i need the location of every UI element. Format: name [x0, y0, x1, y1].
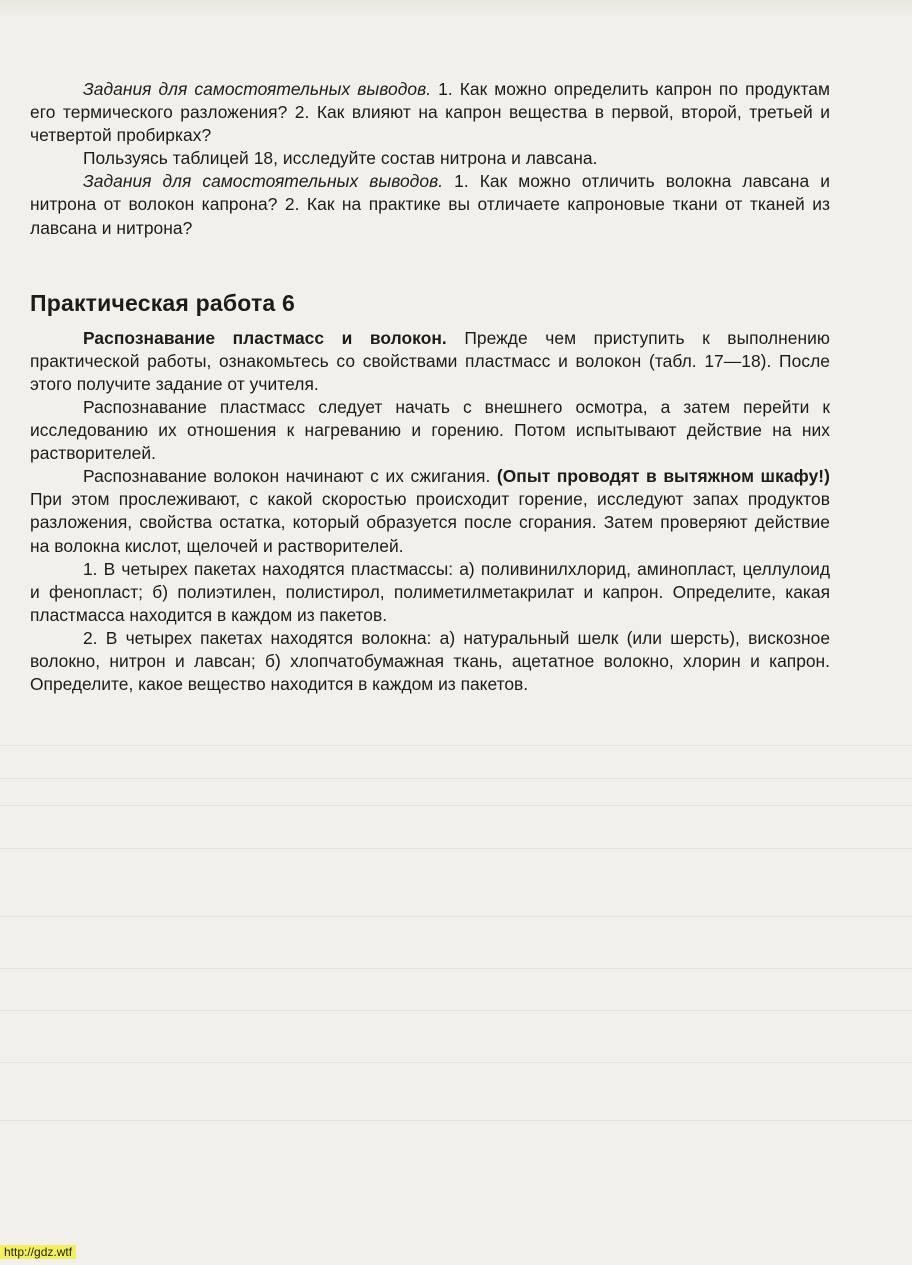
paragraph-text: 1. Как можно определить капрон по продуктам его термического разложения? 2. Как влияют на капрон вещества в первой, второй, третьей и четвертой пробирках? — [30, 79, 830, 146]
paragraph-text: Пользуясь таблицей 18, исследуйте состав нитрона и лавсана. — [83, 148, 598, 169]
section-paragraph-1 — [30, 327, 830, 396]
task-item-1: 1. В четырех пакетах находятся пластмассы: а) поливинилхлорид, аминопласт, целлулоид и фенопласт; б) полиэтилен, полистирол, полиметилметакрилат и капрон. Определите, какая пластмасса находится в каждом из пакетов. — [30, 558, 830, 625]
paragraph-text: Распознавание волокон начинают с их сжигания. — [83, 466, 497, 487]
bleed-through-line — [0, 745, 912, 746]
bleed-through-line — [0, 848, 912, 849]
bleed-through-line — [0, 778, 912, 779]
bleed-through-line — [0, 968, 912, 969]
paragraph-text: При этом прослеживают, с какой скоростью происходит горение, исследуют запах продуктов разложения, свойства остатка, который образуется после сгорания. Затем проверяют действие на волокна кислот, щелочей и растворителей. — [30, 489, 830, 556]
bleed-through-line — [0, 1010, 912, 1011]
bleed-through-line — [0, 1120, 912, 1121]
page-top-edge — [0, 0, 912, 16]
paragraph-text: Прежде чем приступить к выполнению практической работы, ознакомьтесь со свойствами пластмасс и волокон (табл. 17—18). После этого получите задание от учителя. — [30, 327, 831, 394]
bleed-through-line — [0, 805, 912, 806]
tasks-label: Задания для самостоятельных выводов. — [83, 171, 444, 192]
tasks-label: Задания для самостоятельных выводов. — [83, 79, 432, 99]
safety-warning: (Опыт проводят в вытяжном шкафу!) — [496, 466, 830, 487]
section-paragraph-2 — [30, 396, 830, 465]
paragraph-text: Распознавание пластмасс следует начать с внешнего осмотра, а затем перейти к исследованию их отношения к нагреванию и горению. Потом испытывают действие на них растворителей. — [30, 396, 830, 464]
section-lead: Распознавание пластмасс и волокон. — [83, 327, 447, 348]
intro-paragraph-1 — [30, 78, 830, 147]
section-paragraph-3 — [30, 465, 830, 557]
bleed-through-line — [0, 1062, 912, 1063]
document-page — [30, 78, 830, 696]
bleed-through-line — [0, 916, 912, 917]
section-heading: Практическая работа 6 — [30, 289, 295, 316]
task-item-2: 2. В четырех пакетах находятся волокна: а) натуральный шелк (или шерсть), вискозное волокно, нитрон и лавсан; б) хлопчатобумажная ткань, ацетатное волокно, хлорин и капрон. Определите, какое вещество находится в каждом из пакетов. — [30, 627, 830, 695]
watermark-link[interactable]: http://gdz.wtf — [0, 1245, 76, 1259]
paragraph-text: 1. Как можно отличить волокна лавсана и нитрона от волокон капрона? 2. Как на практике вы отличаете капроновые ткани от тканей из лавсана и нитрона? — [30, 171, 830, 238]
intro-paragraph-2 — [30, 147, 830, 170]
intro-paragraph-3 — [30, 170, 830, 239]
